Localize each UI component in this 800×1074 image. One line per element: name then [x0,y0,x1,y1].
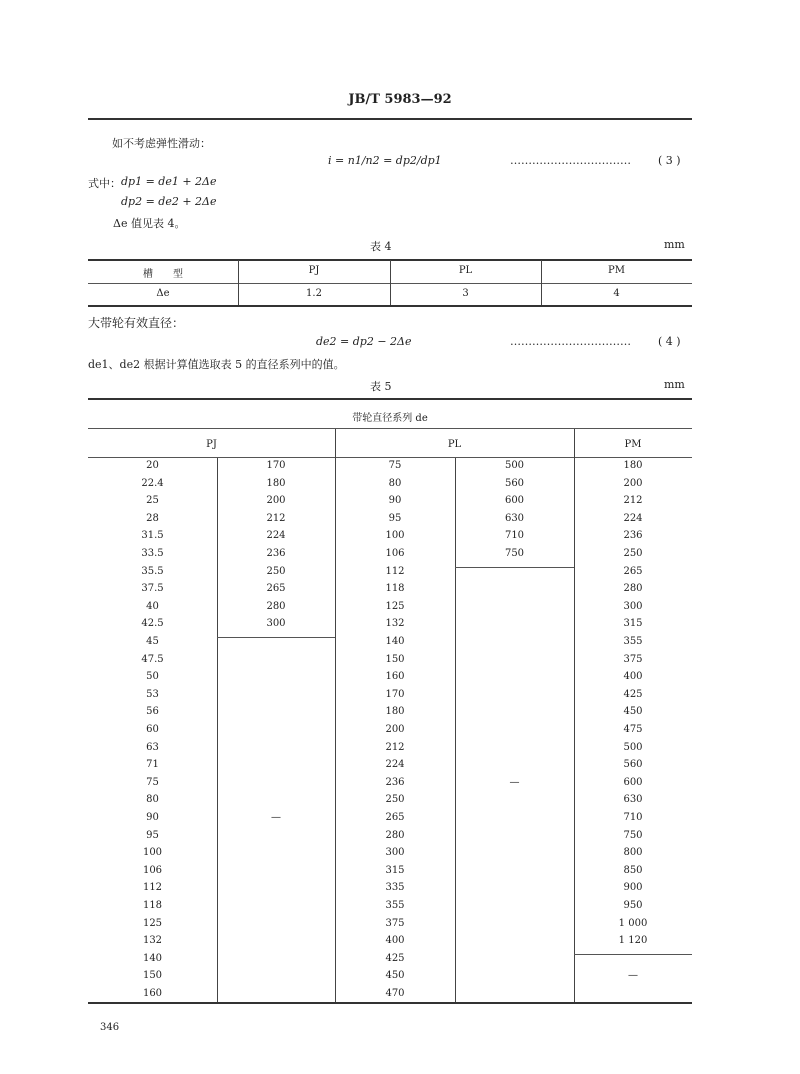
column-end-rule [574,954,692,955]
table4-cell: 4 [613,288,620,299]
table4-header-cell: 槽 型 [143,269,183,280]
group-pl: PL [447,439,462,450]
table5-cell: 125 [142,917,163,929]
table5-cell: 37.5 [141,583,164,595]
table5-cell: 180 [623,460,643,471]
table5-cell: 106 [385,548,405,559]
table4-header-cell: PJ [308,265,320,276]
table5-cell: 265 [266,583,286,595]
table5-cell: 300 [385,847,405,859]
table5-cell: 60 [146,724,159,735]
table5-unit: mm [664,378,685,391]
table5-cell: 33.5 [141,548,164,559]
table5-cell: 80 [146,794,159,806]
delta-note: Δe 值见表 4。 [113,217,186,230]
table5-cell: 600 [504,495,525,507]
table5-cell: 560 [623,759,643,771]
table5-cell: 750 [504,548,525,559]
table5-cell: 280 [385,829,405,841]
table5-cell: 22.4 [141,477,164,489]
table5-cell: 160 [142,988,163,999]
big-pulley-text: 大带轮有效直径： [88,316,185,330]
table5-cell: 180 [385,706,405,718]
table5-cell: 140 [142,952,163,964]
empty-dash: — [509,776,520,788]
table5-cell: 355 [385,900,405,911]
table5-cell: 1 000 [618,917,648,929]
table5-cell: 224 [385,759,405,771]
table5-cell: 106 [142,864,163,876]
table5-cell: 132 [385,618,405,630]
table5-cell: 315 [623,618,643,630]
table5-cell: 950 [623,900,643,911]
table5-cell: 450 [385,970,405,982]
table5-cell: 90 [388,495,402,507]
table5-cell: 90 [146,812,159,823]
table5-cell: 160 [385,671,405,683]
table4-unit: mm [664,238,685,251]
table5-cell: 236 [623,530,643,542]
table5-cell: 212 [623,495,643,507]
table5-cell: 118 [142,900,163,911]
table5-cell: 300 [266,618,286,630]
table5-cell: 150 [385,653,405,665]
table5-cell: 95 [388,512,402,524]
table5-cell: 265 [385,812,405,823]
table5-cell: 630 [504,512,525,524]
table5-cell: 375 [385,917,405,929]
table5-cell: 470 [385,988,405,999]
table5-cell: 900 [623,882,643,894]
table5-cell: 475 [623,724,643,735]
table5-cell: 450 [623,706,643,718]
table5-cell: 710 [623,812,643,823]
table5-cell: 224 [623,512,643,524]
table5-cell: 425 [385,952,405,964]
formula-3: i = n1/n2 = dp2/dp1 [328,154,442,167]
where-eq-1: dp1 = de1 + 2Δe [121,175,217,188]
table5-cell: 250 [623,548,643,559]
table5-cell: 800 [623,847,643,859]
table5-title: 表 5 [370,380,392,393]
select-note: de1、de2 根据计算值选取表 5 的直径系列中的值。 [88,358,345,371]
where-label: 式中： [88,177,121,190]
intro-text: 如不考虑弹性滑动： [112,137,211,150]
table5-cell: 710 [504,530,525,542]
standard-header: JB/T 5983—92 [348,92,452,107]
column-end-rule [455,567,574,568]
empty-dash: — [271,812,281,823]
table5-cell: 47.5 [141,653,164,665]
table5-cell: 212 [385,741,405,753]
table4-cell: 1.2 [306,288,322,299]
formula-4-leader: …………………………… [510,335,631,348]
table4-cell: Δe [156,288,170,299]
table5-cell: 56 [146,706,159,718]
table5-cell: 250 [385,794,405,806]
table5-cell: 28 [146,512,159,524]
table5-cell: 212 [266,512,286,524]
formula-4: de2 = dp2 − 2Δe [316,335,412,348]
table5-cell: 112 [142,882,163,894]
table5-cell: 170 [266,460,286,471]
table5-cell: 31.5 [141,530,164,542]
where-eq-2: dp2 = de2 + 2Δe [121,195,217,208]
table4-bottom-rule [88,305,692,307]
table5-cell: 280 [266,600,286,612]
table5-cell: 125 [385,600,405,612]
table5-cell: 100 [385,530,405,542]
table5-cell: 265 [623,565,643,577]
table5-caption-rule [88,428,692,429]
page-number: 346 [100,1022,120,1033]
table5-cell: 355 [623,636,643,647]
table5-cell: 20 [146,460,159,471]
table5-cell: 132 [142,935,163,947]
table5-cell: 180 [266,477,286,489]
table5-cell: 425 [623,688,643,700]
table5-cell: 40 [146,600,159,612]
table4-header-cell: PL [458,265,473,276]
formula-4-number: ( 4 ) [658,335,681,348]
table5-cell: 42.5 [141,618,164,630]
table4-header-cell: PM [608,265,625,276]
formula-3-number: ( 3 ) [658,154,681,167]
table4-cell: 3 [462,288,469,299]
table5-cell: 300 [623,600,643,612]
table5-cell: 63 [146,741,159,753]
table5-cell: 112 [385,565,405,577]
column-end-rule [217,637,335,638]
table5-cell: 335 [385,882,405,894]
table5-cell: 200 [266,495,286,507]
table5-cell: 500 [623,741,643,753]
table5-cell: 200 [385,724,405,735]
table5-cell: 95 [146,829,159,841]
table5-cell: 150 [142,970,163,982]
table5-cell: 600 [623,776,643,788]
table5-cell: 75 [388,460,402,471]
table5-cell: 75 [146,776,159,788]
table5-cell: 1 120 [618,935,648,947]
table5-cell: 236 [266,548,286,559]
table5-cell: 71 [146,759,159,771]
table5-cell: 100 [142,847,163,859]
header-rule [88,118,692,120]
table5-cell: 750 [623,829,643,841]
table5-cell: 236 [385,776,405,788]
table4-title: 表 4 [370,240,392,253]
table5-cell: 500 [504,460,525,471]
table5-cell: 50 [146,671,159,683]
empty-dash: — [628,970,638,982]
table5-cell: 375 [623,653,643,665]
group-pm: PM [624,439,642,450]
table5-top-rule [88,398,692,400]
table5-caption: 带轮直径系列 de [352,413,428,424]
table5-cell: 224 [266,530,286,542]
table5-cell: 200 [623,477,643,489]
formula-3-leader: …………………………… [510,154,631,167]
table5-cell: 560 [504,477,525,489]
table5-cell: 170 [385,688,405,700]
table5-cell: 80 [388,477,402,489]
table5-cell: 400 [623,671,643,683]
table5-cell: 45 [146,636,159,647]
group-pj: PJ [206,439,217,450]
table5-cell: 630 [623,794,643,806]
table5-cell: 850 [623,864,643,876]
table5-cell: 53 [146,688,159,700]
table5-cell: 35.5 [141,565,164,577]
table5-cell: 280 [623,583,643,595]
table5-cell: 118 [385,583,405,595]
table5-cell: 400 [385,935,405,947]
table5-cell: 250 [266,565,286,577]
table5-cell: 25 [146,495,159,507]
table5-cell: 140 [385,636,405,647]
table5-cell: 315 [385,864,405,876]
